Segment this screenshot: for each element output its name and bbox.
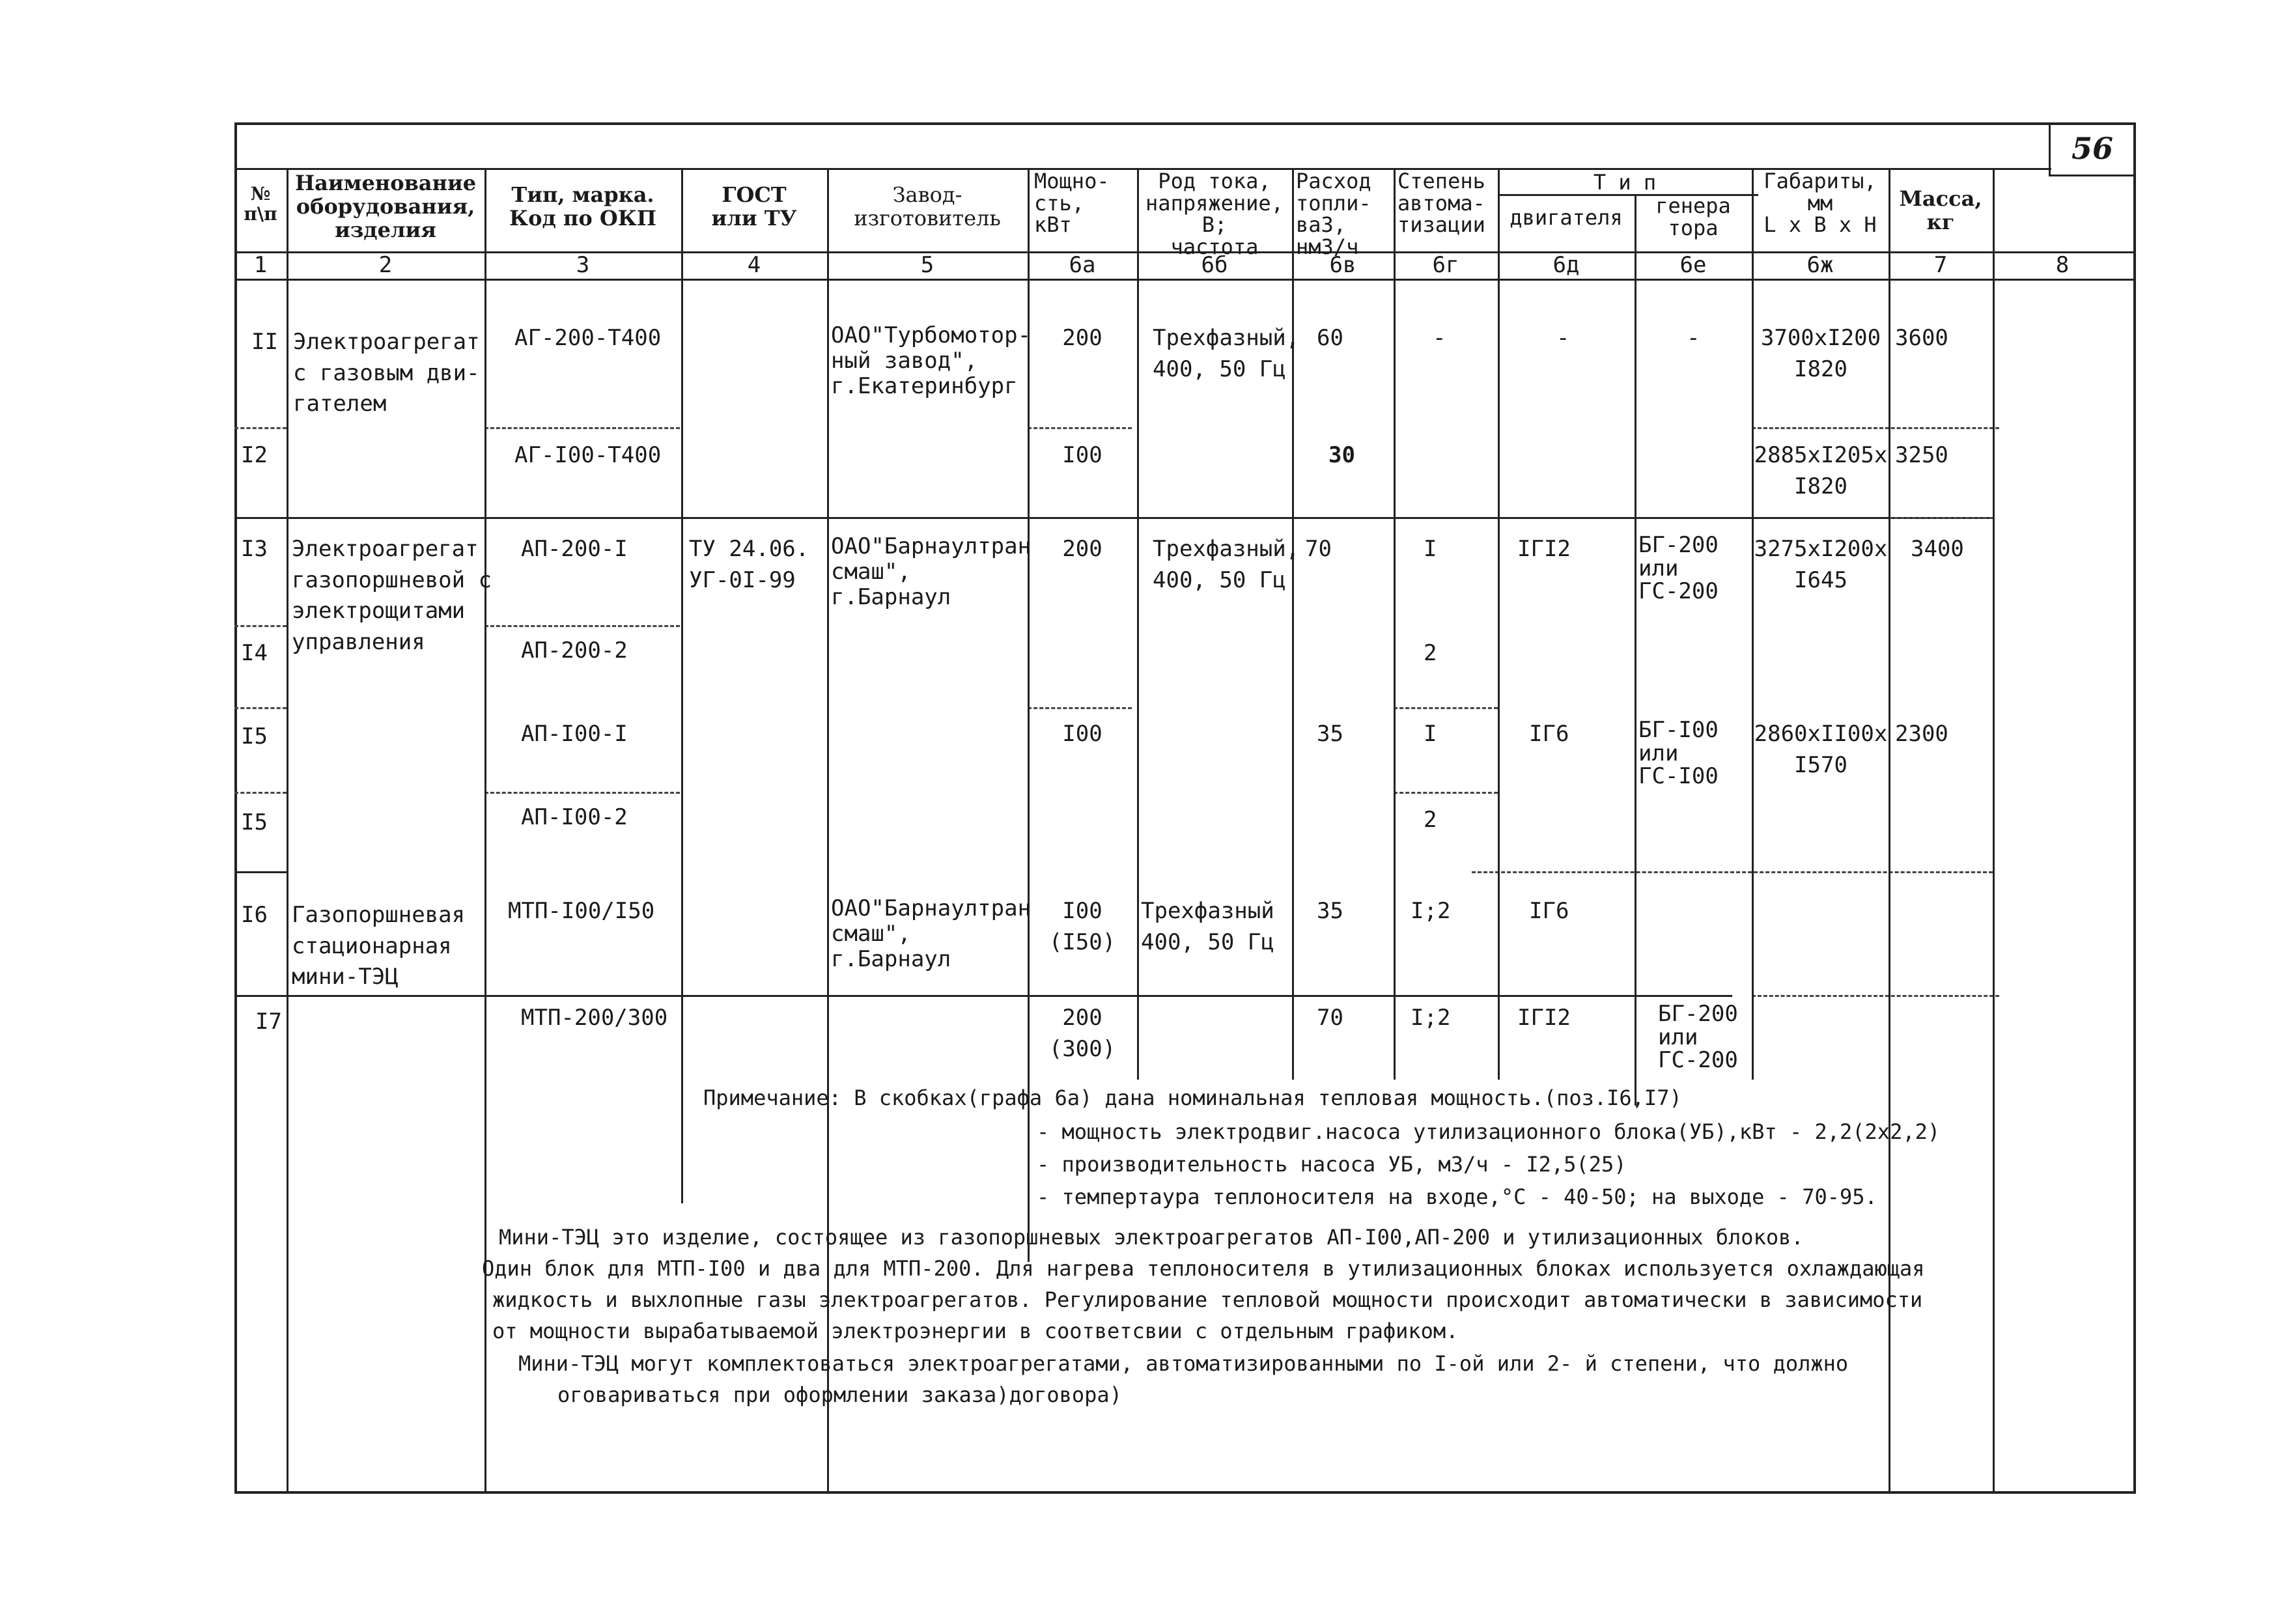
row-13-dims: 3275xI200x I645: [1754, 536, 1888, 593]
row-sep: [234, 871, 287, 873]
header-automation: Степень автома- тизации: [1397, 169, 1485, 238]
row-14-auto: 2: [1424, 640, 1437, 666]
row-sep: [234, 625, 287, 627]
col-rule-6: [1137, 168, 1139, 1080]
col-rule-13: [1993, 168, 1995, 1494]
colnum-7: 7: [1933, 252, 1948, 278]
paragraph-line-6: оговариваться при оформлении заказа)договора): [557, 1382, 1122, 1407]
row-12-mass: 3250: [1895, 442, 1948, 468]
row-16-type: МТП-I00/I50: [508, 898, 655, 924]
row-11-type: АГ-200-Т400: [514, 325, 662, 351]
row-sep: [484, 792, 680, 794]
colnum-5: 5: [920, 252, 934, 278]
col-rule-10: [1635, 194, 1636, 1106]
row-13-auto: I: [1424, 536, 1437, 562]
row-sep: [484, 427, 680, 429]
header-engine: двигателя: [1510, 205, 1623, 230]
row-13-gost: ТУ 24.06. УГ-0I-99: [689, 536, 809, 593]
row-sep: [484, 625, 680, 627]
colnum-6e: 6е: [1679, 252, 1707, 278]
header-fuel: Расход топли- ва3, нм3/ч: [1296, 169, 1371, 259]
col-rule-9: [1498, 168, 1500, 1080]
colnum-6g: 6г: [1432, 252, 1459, 278]
row-13-current: Трехфазный, 400, 50 Гц: [1153, 536, 1300, 593]
row-16-maker: ОАО"Барнаултран смаш", г.Барнаул: [831, 895, 1032, 973]
row-sep: [1752, 995, 1999, 997]
row-11-gen: -: [1687, 325, 1700, 351]
row-15-fuel: 35: [1317, 721, 1343, 747]
row-11-engine: -: [1556, 325, 1570, 351]
colnum-bottom-rule: [234, 279, 2136, 281]
row-15-engine: IГ6: [1529, 721, 1569, 747]
row-sep: [234, 427, 287, 429]
header-power: Мощно- сть, кВт: [1034, 169, 1110, 238]
row-11-power: 200: [1062, 325, 1102, 351]
row-sep: [234, 995, 1732, 997]
note-line-2: - мощность электродвиг.насоса утилизационного блока(УБ),кВт - 2,2(2x2,2): [1037, 1119, 1941, 1144]
row-12-num: I2: [241, 442, 268, 468]
header-mass: Масса, кг: [1899, 186, 1982, 234]
colnum-6zh: 6ж: [1806, 252, 1834, 278]
row-12-power: I00: [1062, 442, 1102, 468]
row-17-power: 200 (300): [1048, 1005, 1116, 1062]
col-rule-11: [1752, 168, 1754, 1080]
colnum-3: 3: [576, 252, 590, 278]
row-15-dims: 2860xII00x I570: [1754, 721, 1888, 778]
paragraph-line-2: Один блок для МТП-I00 и два для МТП-200. Для нагрева теплоносителя в утилизационных блоках используется охлаждающая: [482, 1256, 1925, 1281]
row-13-power: 200: [1062, 536, 1102, 562]
paragraph-line-5: Мини-ТЭЦ могут комплектоваться электроагрегатами, автоматизированными по I-ой или 2- й степени, что должно: [518, 1351, 1849, 1376]
header-gost: ГОСТ или ТУ: [711, 182, 797, 231]
row-15b-auto: 2: [1424, 807, 1437, 833]
row-16-name: Газопоршневая стационарная мини-ТЭЦ: [292, 902, 466, 990]
row-15b-num: I5: [241, 809, 268, 835]
row-16-engine: IГ6: [1529, 898, 1569, 924]
row-sep: [1394, 707, 1498, 709]
row-13-maker: ОАО"Барнаултран смаш", г.Барнаул: [831, 533, 1032, 611]
colnum-1: 1: [253, 252, 268, 278]
page-number: 56: [2071, 131, 2113, 166]
row-11-mass: 3600: [1895, 325, 1948, 351]
page-number-underline: [2049, 175, 2136, 176]
header-generator: генера тора: [1655, 193, 1731, 240]
col-rule-8: [1394, 168, 1396, 1080]
colnum-8: 8: [2055, 252, 2070, 278]
row-15-mass: 2300: [1895, 721, 1948, 747]
row-sep: [1752, 427, 1999, 429]
colnum-6d: 6д: [1552, 252, 1580, 278]
row-11-maker: ОАО"Турбомотор- ный завод", г.Екатеринбург: [831, 322, 1032, 400]
row-17-engine: IГI2: [1517, 1005, 1571, 1031]
row-16-num: I6: [241, 902, 268, 928]
paragraph-line-1: Мини-ТЭЦ это изделие, состоящее из газопоршневых электроагрегатов АП-I00,АП-200 и утилизационных блоков.: [499, 1225, 1804, 1250]
header-name: Наименование оборудования, изделия: [294, 171, 477, 242]
col-rule-2: [484, 168, 486, 1494]
note-line-3: - производительность насоса УБ, м3/ч - I2,5(25): [1037, 1152, 1627, 1177]
header-type: Тип, марка. Код по ОКП: [509, 182, 657, 231]
row-sep: [1889, 517, 1993, 519]
header-current: Род тока, напряжение, В; частота: [1145, 169, 1284, 259]
row-17-gen: БГ-200 или ГС-200: [1658, 1001, 1738, 1074]
header-maker: Завод- изготовитель: [854, 182, 1001, 231]
row-11-num: II: [251, 329, 278, 355]
row-16-current: Трехфазный 400, 50 Гц: [1141, 898, 1274, 955]
row-11-dims: 3700xI200 I820: [1760, 325, 1881, 382]
row-13-num: I3: [241, 536, 268, 562]
colnum-6a: 6а: [1069, 252, 1096, 278]
header-num: № п\п: [244, 183, 277, 225]
row-15-auto: I: [1424, 721, 1437, 747]
colnum-6v: 6в: [1329, 252, 1356, 278]
paragraph-line-4: от мощности вырабатываемой электроэнергии в соответсвии с отдельным графиком.: [492, 1319, 1459, 1343]
row-15-power: I00: [1062, 721, 1102, 747]
row-sep: [1028, 707, 1132, 709]
row-14-num: I4: [241, 640, 268, 666]
colnum-2: 2: [378, 252, 393, 278]
row-17-fuel: 70: [1317, 1005, 1343, 1031]
row-16-auto: I;2: [1411, 898, 1451, 924]
row-12-dims: 2885xI205x I820: [1754, 442, 1888, 499]
row-sep: [234, 792, 287, 794]
row-15-gen: БГ-I00 или ГС-I00: [1638, 717, 1719, 790]
col-rule-1: [287, 168, 288, 1494]
note-line-1: Примечание: В скобках(графа 6а) дана номинальная тепловая мощность.(поз.I6,I7): [703, 1085, 1682, 1110]
row-14-type: АП-200-2: [521, 637, 628, 664]
row-13-type: АП-200-I: [521, 536, 628, 562]
row-12-type: АГ-I00-Т400: [514, 442, 662, 468]
row-11-current: Трехфазный, 400, 50 Гц: [1153, 325, 1300, 382]
row-11-auto: -: [1433, 325, 1446, 351]
colnum-4: 4: [747, 252, 761, 278]
row-sep: [1028, 427, 1132, 429]
row-15-type: АП-I00-I: [521, 721, 628, 747]
row-17-auto: I;2: [1411, 1005, 1451, 1031]
row-12-fuel: 30: [1328, 442, 1355, 468]
row-16-power: I00 (I50): [1048, 898, 1116, 955]
row-13-mass: 3400: [1911, 536, 1964, 562]
col-rule-3: [681, 168, 683, 1203]
row-15b-type: АП-I00-2: [521, 804, 628, 830]
col-rule-7: [1292, 168, 1294, 1080]
row-sep: [1394, 792, 1498, 794]
row-11-name: Электроагрегат с газовым дви- гателем: [293, 329, 480, 417]
header-type-group: Т и п: [1593, 170, 1657, 195]
row-17-type: МТП-200/300: [521, 1005, 668, 1031]
row-13-fuel: 70: [1305, 536, 1332, 562]
row-13-gen: БГ-200 или ГС-200: [1638, 532, 1719, 605]
row-15-num: I5: [241, 723, 268, 749]
row-sep: [234, 707, 287, 709]
paragraph-line-3: жидкость и выхлопные газы электроагрегатов. Регулирование тепловой мощности происходит автоматически в зависимости: [492, 1287, 1923, 1312]
note-line-4: - темпертаура теплоносителя на входе,°С - 40-50; на выходе - 70-95.: [1037, 1184, 1877, 1209]
row-13-name: Электроагрегат газопоршневой с электрощитами управления: [292, 536, 492, 655]
row-13-engine: IГI2: [1517, 536, 1571, 562]
header-dimensions: Габариты, мм L x B x H: [1763, 169, 1877, 238]
row-16-fuel: 35: [1317, 898, 1343, 924]
row-sep-group: [234, 517, 1993, 519]
colnum-6b: 6б: [1201, 252, 1228, 278]
row-sep: [1472, 871, 1993, 873]
row-17-num: I7: [255, 1009, 282, 1035]
row-11-fuel: 60: [1317, 325, 1343, 351]
